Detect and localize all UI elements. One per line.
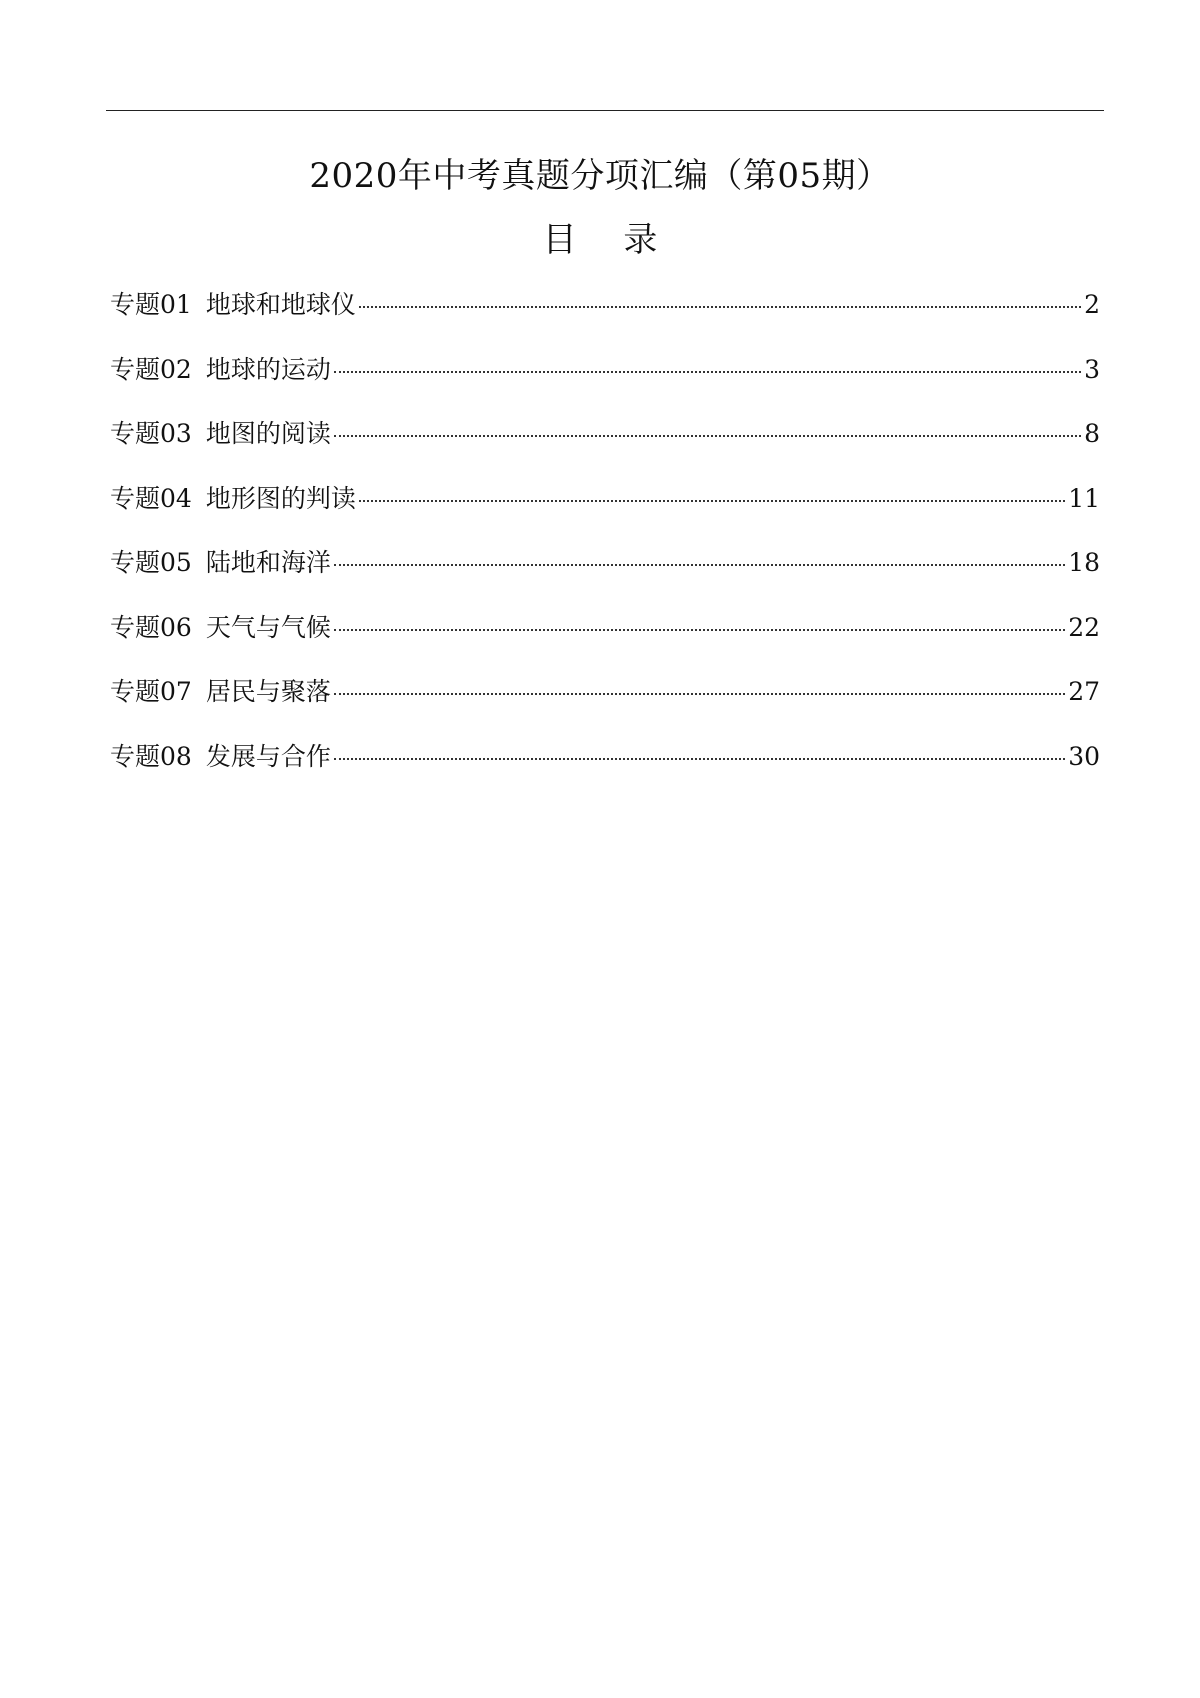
toc-heading: 目 录 <box>542 220 676 260</box>
toc-entry-code: 专题06 <box>110 612 192 642</box>
toc-entry-page: 30 <box>1068 741 1100 771</box>
toc-entry-05[interactable] <box>110 541 1100 606</box>
toc-entry-03[interactable] <box>110 412 1100 477</box>
toc-entry-07[interactable] <box>110 670 1100 735</box>
table-of-contents <box>110 283 1100 799</box>
toc-entry-01[interactable] <box>110 283 1100 348</box>
header-rule <box>106 110 1104 111</box>
toc-entry-page: 22 <box>1068 612 1100 642</box>
toc-entry-title: 地球的运动 <box>205 354 331 384</box>
toc-entry-code: 专题07 <box>110 677 192 706</box>
toc-entry-page: 11 <box>1068 483 1100 513</box>
toc-entry-page: 18 <box>1068 548 1100 577</box>
toc-entry-title: 地球和地球仪 <box>205 290 356 319</box>
dot-leader <box>334 371 1081 373</box>
toc-entry-code: 专题02 <box>110 354 192 384</box>
toc-entry-title: 天气与气候 <box>205 612 331 642</box>
toc-entry-page: 8 <box>1084 419 1100 448</box>
toc-entry-page: 27 <box>1068 677 1100 706</box>
toc-entry-code: 专题04 <box>110 483 192 513</box>
toc-entry-code: 专题03 <box>110 419 192 448</box>
toc-entry-page: 3 <box>1084 354 1100 384</box>
toc-entry-02[interactable] <box>110 348 1100 413</box>
toc-entry-title: 地图的阅读 <box>205 419 331 448</box>
dot-leader <box>334 629 1065 631</box>
dot-leader <box>359 306 1081 308</box>
toc-entry-title: 陆地和海洋 <box>205 548 331 577</box>
toc-entry-code: 专题01 <box>110 290 192 319</box>
document-title: 2020年中考真题分项汇编（第05期） <box>309 156 891 196</box>
dot-leader <box>334 564 1065 566</box>
toc-entry-code: 专题08 <box>110 741 192 771</box>
toc-entry-06[interactable] <box>110 606 1100 671</box>
toc-entry-title: 地形图的判读 <box>205 483 356 513</box>
toc-entry-04[interactable] <box>110 477 1100 542</box>
toc-entry-title: 居民与聚落 <box>205 677 331 706</box>
toc-entry-08[interactable] <box>110 735 1100 800</box>
toc-entry-code: 专题05 <box>110 548 192 577</box>
toc-entry-page: 2 <box>1084 290 1100 319</box>
dot-leader <box>334 693 1065 695</box>
dot-leader <box>334 758 1065 760</box>
toc-entry-title: 发展与合作 <box>205 741 331 771</box>
dot-leader <box>359 500 1065 502</box>
dot-leader <box>334 435 1081 437</box>
